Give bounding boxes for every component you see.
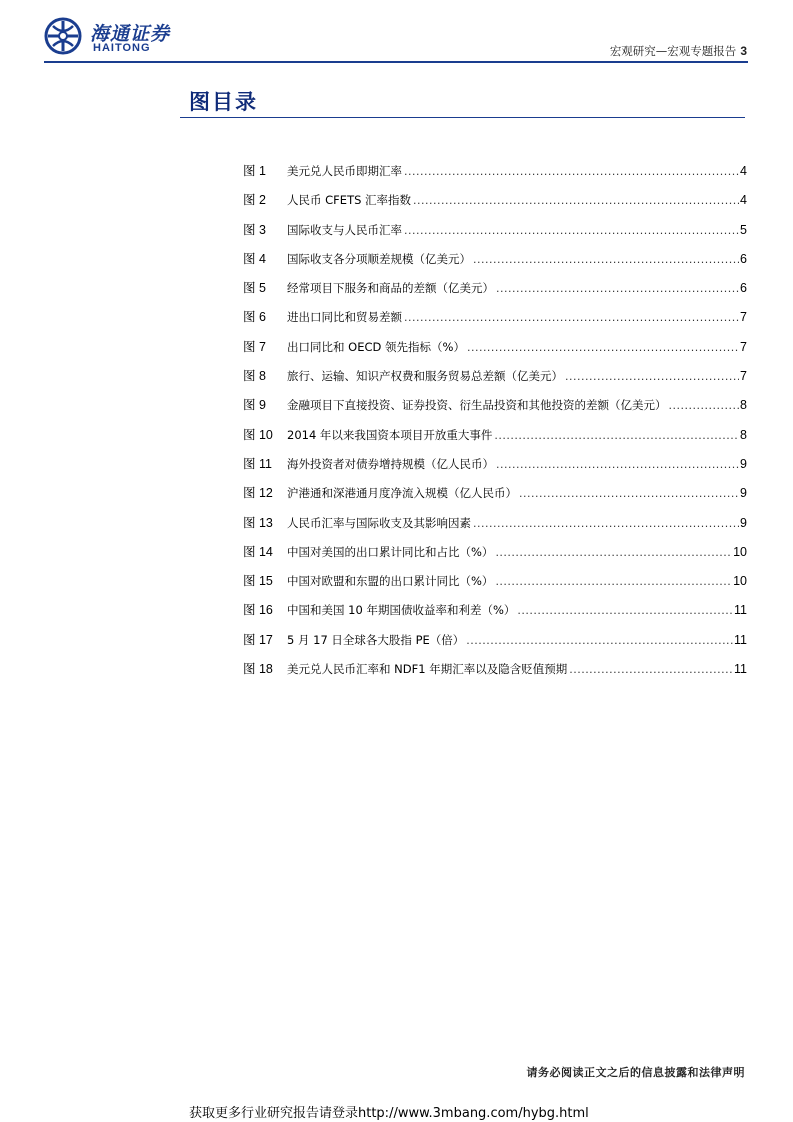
toc-leader-dots xyxy=(494,429,739,442)
toc-leader-dots xyxy=(495,575,732,588)
page-title: 图目录 xyxy=(189,90,258,114)
toc-page-number: 9 xyxy=(740,456,747,471)
toc-leader-dots xyxy=(473,517,739,530)
toc-leader-dots xyxy=(413,194,739,207)
toc-leader-dots xyxy=(404,165,739,178)
toc-entry[interactable] xyxy=(243,249,747,278)
toc-page-number: 8 xyxy=(740,427,747,442)
disclaimer-note: 请务必阅读正文之后的信息披露和法律声明 xyxy=(526,1066,745,1079)
toc-figure-title: 沪港通和深港通月度净流入规模（亿人民币） xyxy=(287,486,517,501)
toc-page-number: 11 xyxy=(734,603,747,618)
toc-figure-title: 5 月 17 日全球各大股指 PE（倍） xyxy=(287,632,465,647)
toc-entry[interactable] xyxy=(243,395,747,424)
toc-page-number: 6 xyxy=(740,251,747,266)
toc-figure-title: 金融项目下直接投资、证券投资、衍生品投资和其他投资的差额（亿美元） xyxy=(287,398,667,413)
toc-leader-dots xyxy=(517,604,733,617)
toc-figure-number: 图 11 xyxy=(243,456,272,471)
toc-page-number: 7 xyxy=(740,369,747,384)
header-divider xyxy=(44,61,748,63)
toc-entry[interactable] xyxy=(243,542,747,571)
toc-figure-number: 图 18 xyxy=(243,662,273,677)
toc-page-number: 11 xyxy=(734,662,747,677)
toc-leader-dots xyxy=(565,370,739,383)
report-type: 宏观研究—宏观专题报告 xyxy=(609,44,737,58)
toc-page-number: 8 xyxy=(740,398,747,413)
toc-figure-title: 2014 年以来我国资本项目开放重大事件 xyxy=(287,427,493,442)
logo-chinese-name: 海通证券 xyxy=(90,23,171,45)
toc-figure-number: 图 2 xyxy=(243,193,266,208)
toc-entry[interactable] xyxy=(243,425,747,454)
toc-entry[interactable] xyxy=(243,600,747,629)
toc-page-number: 7 xyxy=(740,310,747,325)
toc-leader-dots xyxy=(467,341,739,354)
toc-entry[interactable] xyxy=(243,307,747,336)
toc-entry[interactable] xyxy=(243,659,747,688)
toc-page-number: 9 xyxy=(740,486,747,501)
toc-entry[interactable] xyxy=(243,278,747,307)
toc-figure-title: 中国和美国 10 年期国债收益率和利差（%） xyxy=(287,603,516,618)
toc-figure-number: 图 4 xyxy=(243,251,266,266)
figure-toc-list xyxy=(243,161,747,688)
toc-entry[interactable] xyxy=(243,571,747,600)
toc-leader-dots xyxy=(496,458,739,471)
toc-leader-dots xyxy=(466,634,733,647)
toc-figure-title: 美元兑人民币即期汇率 xyxy=(287,164,402,178)
toc-figure-number: 图 13 xyxy=(243,515,273,530)
toc-page-number: 6 xyxy=(740,281,747,296)
haitong-logo-icon xyxy=(44,17,82,55)
toc-figure-number: 图 1 xyxy=(243,164,266,178)
toc-figure-title: 美元兑人民币汇率和 NDF1 年期汇率以及隐含贬值预期 xyxy=(287,662,568,677)
toc-leader-dots xyxy=(495,546,732,559)
toc-page-number: 11 xyxy=(734,632,747,647)
toc-figure-title: 人民币 CFETS 汇率指数 xyxy=(287,193,412,208)
toc-leader-dots xyxy=(496,282,739,295)
toc-figure-title: 国际收支各分项顺差规模（亿美元） xyxy=(287,251,471,266)
toc-entry[interactable] xyxy=(243,513,747,542)
toc-leader-dots xyxy=(404,311,739,324)
logo-english-name: HAITONG xyxy=(93,42,151,54)
toc-page-number: 10 xyxy=(733,574,747,589)
toc-entry[interactable] xyxy=(243,454,747,483)
toc-leader-dots xyxy=(669,399,740,412)
toc-page-number: 5 xyxy=(740,222,747,237)
toc-figure-number: 图 10 xyxy=(243,427,273,442)
toc-figure-title: 中国对欧盟和东盟的出口累计同比（%） xyxy=(287,574,494,589)
toc-figure-title: 出口同比和 OECD 领先指标（%） xyxy=(287,339,465,354)
toc-entry[interactable] xyxy=(243,161,747,190)
toc-leader-dots xyxy=(473,253,739,266)
toc-figure-number: 图 7 xyxy=(243,339,266,354)
header-report-info xyxy=(610,43,747,59)
toc-figure-number: 图 17 xyxy=(243,632,273,647)
toc-figure-number: 图 5 xyxy=(243,281,266,296)
toc-entry[interactable] xyxy=(243,630,747,659)
toc-figure-title: 经常项目下服务和商品的差额（亿美元） xyxy=(287,281,494,296)
page-number: 3 xyxy=(740,44,747,58)
toc-figure-number: 图 12 xyxy=(243,486,273,501)
toc-figure-number: 图 6 xyxy=(243,310,266,325)
toc-entry[interactable] xyxy=(243,220,747,249)
page-header xyxy=(0,0,793,66)
toc-entry[interactable] xyxy=(243,366,747,395)
toc-figure-title: 国际收支与人民币汇率 xyxy=(287,222,402,237)
toc-figure-title: 海外投资者对债券增持规模（亿人民币） xyxy=(287,456,494,471)
toc-figure-number: 图 9 xyxy=(243,398,266,413)
toc-leader-dots xyxy=(569,663,733,676)
toc-figure-number: 图 8 xyxy=(243,369,266,384)
toc-entry[interactable] xyxy=(243,190,747,219)
toc-page-number: 7 xyxy=(740,339,747,354)
toc-figure-number: 图 14 xyxy=(243,544,273,559)
toc-figure-title: 中国对美国的出口累计同比和占比（%） xyxy=(287,544,494,559)
toc-leader-dots xyxy=(404,224,739,237)
toc-entry[interactable] xyxy=(243,483,747,512)
toc-figure-title: 进出口同比和贸易差额 xyxy=(287,310,402,325)
toc-figure-number: 图 3 xyxy=(243,222,266,237)
toc-figure-number: 图 15 xyxy=(243,574,273,589)
toc-page-number: 9 xyxy=(740,515,747,530)
toc-page-number: 10 xyxy=(733,544,747,559)
company-logo xyxy=(44,17,224,57)
toc-leader-dots xyxy=(519,487,739,500)
toc-figure-title: 人民币汇率与国际收支及其影响因素 xyxy=(287,515,471,530)
title-divider xyxy=(180,117,745,118)
toc-page-number: 4 xyxy=(740,193,747,208)
source-link[interactable]: 获取更多行业研究报告请登录http://www.3mbang.com/hybg.html xyxy=(189,1106,589,1121)
toc-figure-number: 图 16 xyxy=(243,603,273,618)
toc-figure-title: 旅行、运输、知识产权费和服务贸易总差额（亿美元） xyxy=(287,369,563,384)
toc-page-number: 4 xyxy=(740,164,747,178)
toc-entry[interactable] xyxy=(243,337,747,366)
